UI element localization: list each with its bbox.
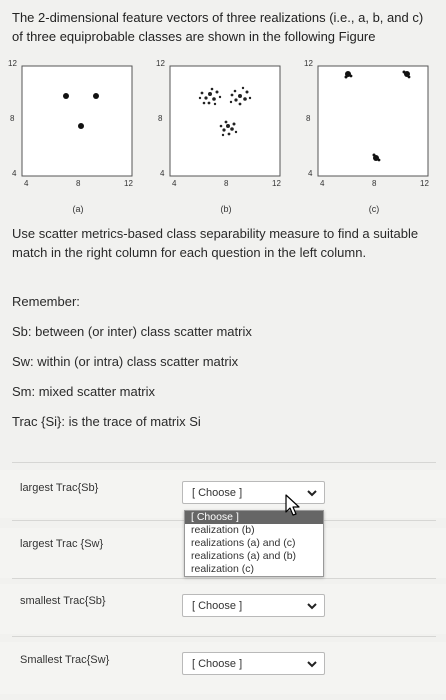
data-point <box>93 93 99 99</box>
scatter-plot-a <box>4 58 144 198</box>
x-tick-4: 4 <box>24 179 29 188</box>
y-tick-4: 4 <box>12 169 17 178</box>
figure-caption-c: (c) <box>368 204 380 214</box>
chevron-down-icon <box>306 658 318 670</box>
divider <box>12 462 436 463</box>
answer-select-3[interactable] <box>182 594 325 617</box>
y-tick-12: 12 <box>304 59 313 68</box>
match-label: Smallest Trac{Sw} <box>20 654 110 666</box>
mouse-cursor-icon <box>284 494 302 518</box>
divider <box>12 636 436 637</box>
answer-dropdown-list[interactable] <box>184 510 324 577</box>
data-point <box>78 123 84 129</box>
match-label: largest Trac {Sw} <box>20 538 104 550</box>
y-tick-12: 12 <box>8 59 17 68</box>
dropdown-option-realizations-a-c[interactable]: realizations (a) and (c) <box>191 537 296 549</box>
y-tick-4: 4 <box>160 169 165 178</box>
y-tick-8: 8 <box>158 114 163 123</box>
data-point <box>63 93 69 99</box>
x-tick-4: 4 <box>320 179 325 188</box>
select-value: [ Choose ] <box>192 600 243 612</box>
figure-caption-a: (a) <box>72 204 84 214</box>
figure-a <box>4 58 144 218</box>
match-row-3 <box>0 584 446 634</box>
chevron-down-icon <box>306 487 318 499</box>
definition-trace: Trac {Si}: is the trace of matrix Si <box>12 414 201 429</box>
select-value: [ Choose ] <box>192 658 243 670</box>
dropdown-option-realization-b[interactable]: realization (b) <box>191 524 255 536</box>
question-text: The 2-dimensional feature vectors of three realizations (i.e., a, b, and c) of three equiprobable classes are shown in the following Figure <box>12 10 424 44</box>
definition-sw: Sw: within (or intra) class scatter matrix <box>12 354 239 369</box>
x-tick-12: 12 <box>272 179 281 188</box>
select-value: [ Choose ] <box>192 487 243 499</box>
remember-heading: Remember: <box>12 294 80 309</box>
chevron-down-icon <box>306 600 318 612</box>
divider <box>12 578 436 579</box>
scatter-plot-c <box>300 58 440 198</box>
match-row-4 <box>0 642 446 694</box>
figure-b <box>152 58 292 218</box>
figure-panels <box>0 58 446 218</box>
y-tick-12: 12 <box>156 59 165 68</box>
x-tick-12: 12 <box>124 179 133 188</box>
figure-caption-b: (b) <box>220 204 232 214</box>
x-tick-8: 8 <box>372 179 377 188</box>
answer-select-4[interactable] <box>182 652 325 675</box>
scatter-plot-b <box>152 58 292 198</box>
x-tick-4: 4 <box>172 179 177 188</box>
answer-select-1[interactable] <box>182 481 325 504</box>
dropdown-option-realization-c[interactable]: realization (c) <box>191 563 255 575</box>
figure-c <box>300 58 440 218</box>
y-tick-8: 8 <box>10 114 15 123</box>
match-label: largest Trac{Sb} <box>20 482 99 494</box>
y-tick-4: 4 <box>308 169 313 178</box>
x-tick-8: 8 <box>224 179 229 188</box>
x-tick-8: 8 <box>76 179 81 188</box>
match-label: smallest Trac{Sb} <box>20 595 106 607</box>
x-tick-12: 12 <box>420 179 429 188</box>
definition-sb: Sb: between (or inter) class scatter matrix <box>12 324 252 339</box>
y-tick-8: 8 <box>306 114 311 123</box>
dropdown-option-choose[interactable]: [ Choose ] <box>185 511 323 524</box>
instruction-text: Use scatter metrics-based class separability measure to find a suitable match in the right column for each question in the left column. <box>12 226 419 260</box>
definition-sm: Sm: mixed scatter matrix <box>12 384 156 399</box>
dropdown-option-realizations-a-b[interactable]: realizations (a) and (b) <box>191 550 297 562</box>
